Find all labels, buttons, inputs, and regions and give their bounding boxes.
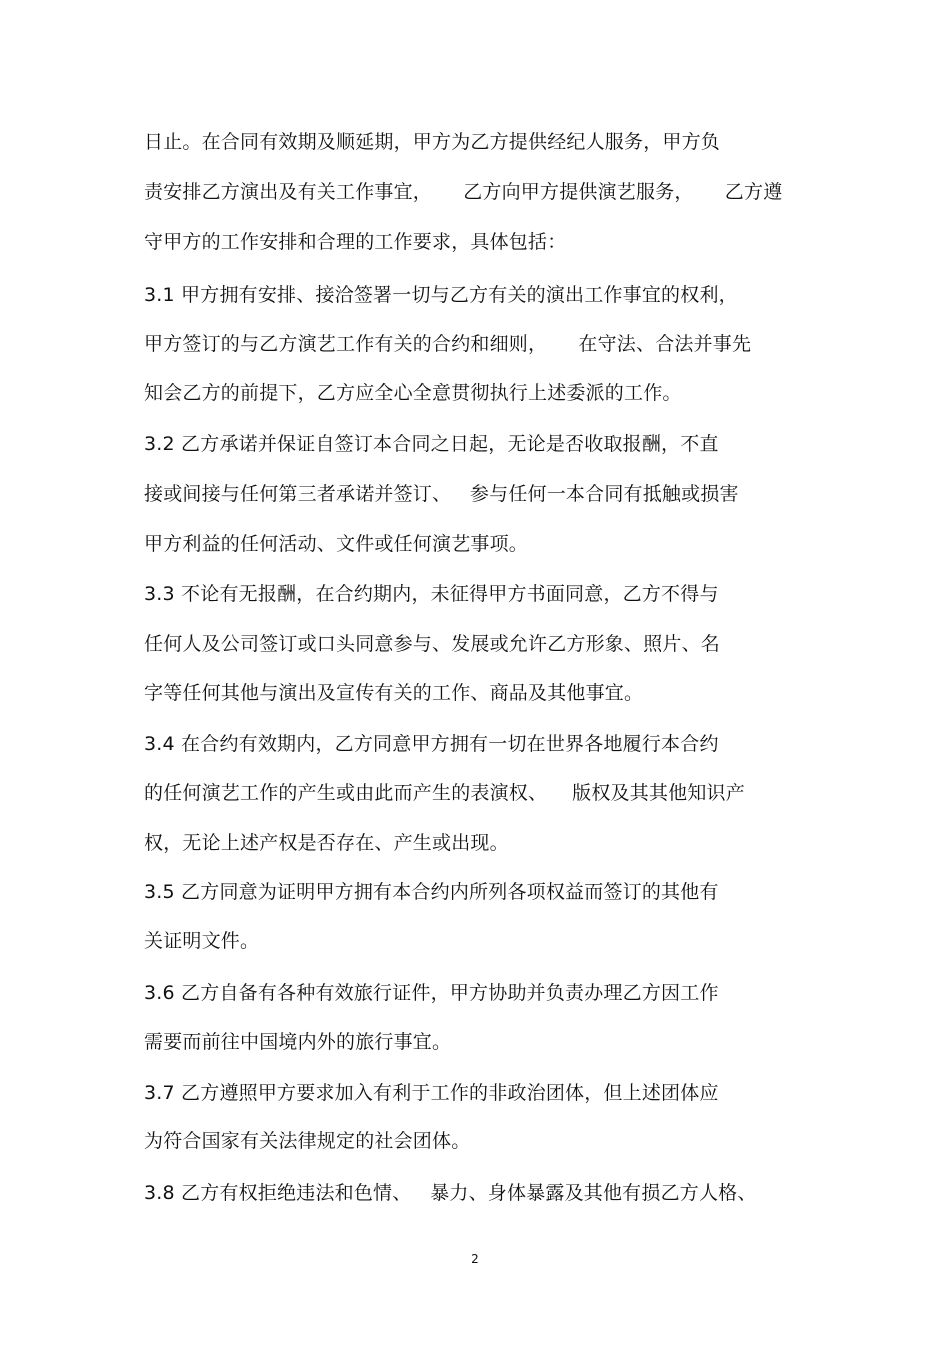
text-line: 接或间接与任何第三者承诺并签订、 参与任何一本合同有抵触或损害 xyxy=(144,483,739,505)
clause-3-2: 3.2 乙方承诺并保证自签订本合同之日起，无论是否收取报酬，不直 xyxy=(144,433,719,455)
clause-3-1: 3.1 甲方拥有安排、接洽签署一切与乙方有关的演出工作事宜的权利， xyxy=(144,284,738,306)
text-line: 关证明文件。 xyxy=(144,930,260,952)
text-line: 需要而前往中国境内外的旅行事宜。 xyxy=(144,1031,452,1053)
text-line: 任何人及公司签订或口头同意参与、发展或允许乙方形象、照片、名 xyxy=(144,633,721,655)
text-line: 日止。在合同有效期及顺延期，甲方为乙方提供经纪人服务，甲方负 xyxy=(144,131,721,153)
clause-3-5: 3.5 乙方同意为证明甲方拥有本合约内所列各项权益而签订的其他有 xyxy=(144,881,719,903)
clause-3-6: 3.6 乙方自备有各种有效旅行证件，甲方协助并负责办理乙方因工作 xyxy=(144,982,719,1004)
text-line: 的任何演艺工作的产生或由此而产生的表演权、 版权及其其他知识产 xyxy=(144,782,745,804)
text-line: 为符合国家有关法律规定的社会团体。 xyxy=(144,1130,471,1152)
clause-3-4: 3.4 在合约有效期内，乙方同意甲方拥有一切在世界各地履行本合约 xyxy=(144,733,719,755)
clause-3-8: 3.8 乙方有权拒绝违法和色情、 暴力、身体暴露及其他有损乙方人格、 xyxy=(144,1182,757,1204)
text-line: 知会乙方的前提下，乙方应全心全意贯彻执行上述委派的工作。 xyxy=(144,382,682,404)
text-line: 权，无论上述产权是否存在、产生或出现。 xyxy=(144,832,509,854)
clause-3-3: 3.3 不论有无报酬，在合约期内，未征得甲方书面同意，乙方不得与 xyxy=(144,583,719,605)
text-line: 甲方利益的任何活动、文件或任何演艺事项。 xyxy=(144,533,529,555)
text-line: 字等任何其他与演出及宣传有关的工作、商品及其他事宜。 xyxy=(144,682,644,704)
text-line: 守甲方的工作安排和合理的工作要求，具体包括： xyxy=(144,231,567,253)
page-number: 2 xyxy=(471,1252,479,1266)
text-line: 甲方签订的与乙方演艺工作有关的合约和细则， 在守法、合法并事先 xyxy=(144,333,752,355)
text-line: 责安排乙方演出及有关工作事宜， 乙方向甲方提供演艺服务， 乙方遵 xyxy=(144,181,783,203)
clause-3-7: 3.7 乙方遵照甲方要求加入有利于工作的非政治团体，但上述团体应 xyxy=(144,1082,719,1104)
